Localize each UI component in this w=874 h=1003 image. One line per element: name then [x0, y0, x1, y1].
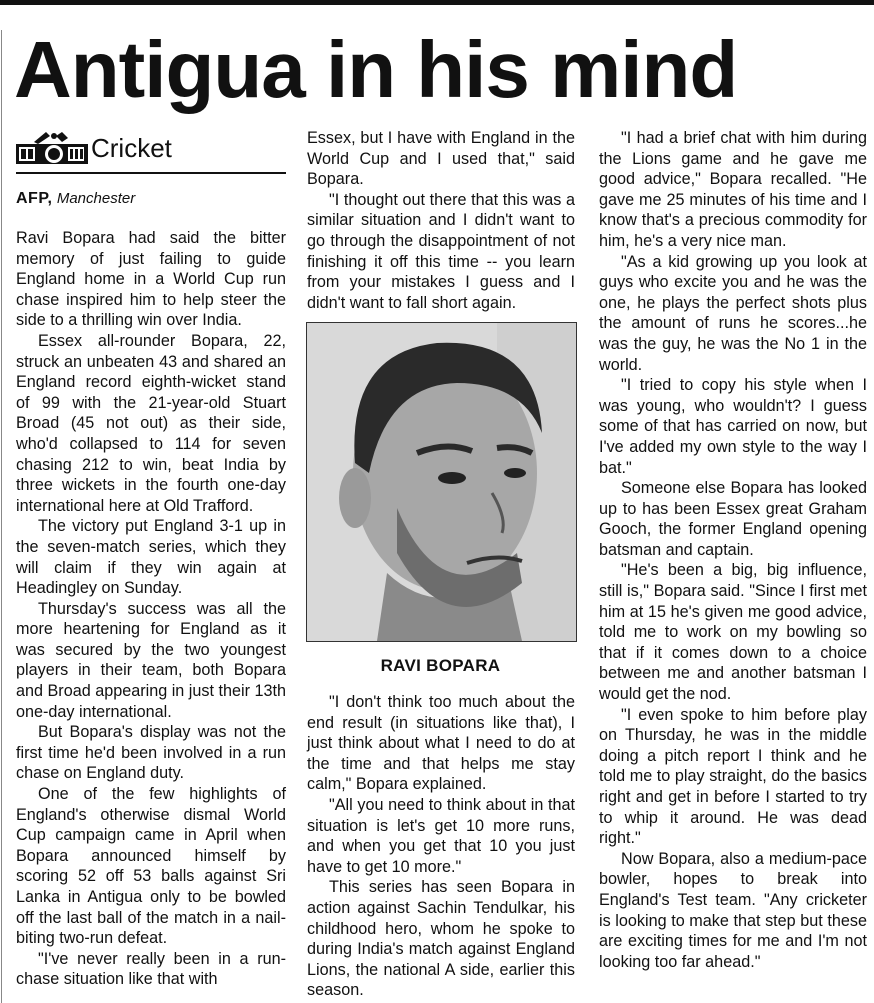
- article-column-3: [599, 128, 867, 972]
- paragraph: One of the few highlights of England's otherwise dismal World Cup campaign came in April when Bopara announced himself by scoring 52 off 53 balls against Sri Lanka in Antigua only to be bowled off the last ball of the match in a nail-biting two-run defeat.: [16, 785, 286, 948]
- photo-caption: RAVI BOPARA: [380, 656, 501, 675]
- top-border: [0, 0, 874, 5]
- section-label: Cricket: [91, 133, 172, 163]
- section-header: [16, 128, 286, 168]
- left-column-rule: [1, 30, 2, 1003]
- cricket-ball-stumps-icon: [16, 130, 88, 166]
- paragraph: Essex, but I have with England in the World Cup and I used that," said Bopara.: [307, 129, 575, 189]
- byline: [16, 188, 135, 210]
- paragraph: "I even spoke to him before play on Thursday, he was in the middle doing a pitch report I think and he told me to play straight, do the basics right and get in before I started to try to whip it around. He was dead right.": [599, 705, 867, 848]
- paragraph: The victory put England 3-1 up in the seven-match series, which they will claim if they win again at Headingley on Sunday.: [16, 517, 286, 598]
- paragraph: Someone else Bopara has looked up to has been Essex great Graham Gooch, the former England opening batsman and captain.: [599, 479, 867, 559]
- player-photo: [306, 322, 577, 642]
- paragraph: Ravi Bopara had said the bitter memory of just failing to guide England home in a World Cup run chase inspired him to help steer the side to a thrilling win over India.: [16, 229, 286, 330]
- paragraph: "I've never really been in a run-chase situation like that with: [16, 949, 286, 989]
- paragraph: Thursday's success was all the more heartening for England as it was secured by the two youngest players in their team, both Bopara and Broad appearing in just their 13th one-day international.: [16, 599, 286, 721]
- paragraph: "All you need to think about in that situation is let's get 10 more runs, and when you get that 10 you just have to get 10 more.": [307, 795, 575, 876]
- section-divider: [16, 172, 286, 174]
- paragraph: Now Bopara, also a medium-pace bowler, hopes to break into England's Test team. "Any cricketer is looking to make that step but these are exciting times for me and I'm not looking too far ahead.": [599, 849, 867, 971]
- paragraph: "I thought out there that this was a similar situation and I didn't want to go through the disappointment of not finishing it off this time -- you learn from your mistakes I guess and I didn't want to fall short again.: [307, 190, 575, 312]
- paragraph: "He's been a big, big influence, still is," Bopara said. "Since I first met him at 15 he's given me good advice, told me to work on my bowling so that if it comes down to a choice between me and another batsman I would get the nod.: [599, 561, 867, 704]
- byline-place: Manchester: [56, 190, 136, 207]
- paragraph: "I tried to copy his style when I was young, who wouldn't? I guess some of that has carried on now, but I've added my own style to the way I bat.": [599, 376, 867, 477]
- paragraph: "As a kid growing up you look at guys who excite you and he was the one, he plays the perfect shots plus the amount of runs he scores...he was the guy, he was the No 1 in the world.: [599, 252, 867, 374]
- article-column-2-top: [307, 128, 575, 313]
- paragraph: "I had a brief chat with him during the Lions game and he gave me good advice," Bopara recalled. "He gave me 25 minutes of his time and I know that's a precious commodity for him, he's a very nice man.: [599, 129, 867, 250]
- headline: Antigua in his mind: [14, 25, 738, 114]
- article-column-1: [16, 228, 286, 990]
- paragraph: This series has seen Bopara in action against Sachin Tendulkar, his childhood hero, whom he spoke to during India's match against England Lions, the national A side, earlier this season.: [307, 878, 575, 1000]
- portrait-image: [307, 323, 576, 641]
- paragraph: "I don't think too much about the end result (in situations like that), I just think about what I need to do at the time and that helps me stay calm," Bopara explained.: [307, 693, 575, 794]
- paragraph: But Bopara's display was not the first time he'd been involved in a run chase on England duty.: [16, 723, 286, 783]
- article-column-2-bottom: [307, 692, 575, 1001]
- byline-agency: AFP,: [16, 190, 53, 207]
- paragraph: Essex all-rounder Bopara, 22, struck an unbeaten 43 and shared an England record eighth-wicket stand of 99 with the 21-year-old Stuart Broad (45 not out) as their side, who'd collapsed to 114 for seven chasing 212 to win, beat India by three wickets in the fourth one-day international here at Old Trafford.: [16, 331, 286, 515]
